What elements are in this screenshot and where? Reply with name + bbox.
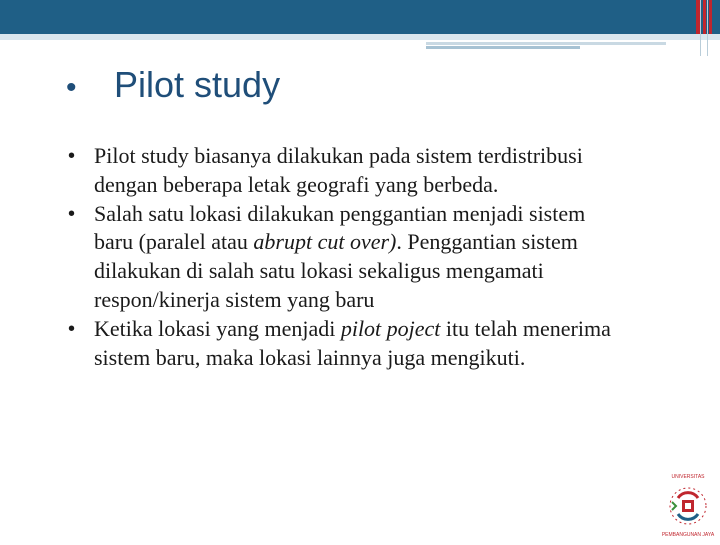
title-text: Pilot study [114,64,281,105]
logo-red-arc [678,493,698,498]
header-red-stripe [703,0,706,34]
bullet-text-segment: Pilot study biasanya dilakukan pada sistem terdistribusi dengan beberapa letak geografi yang berbeda. [94,143,583,197]
bullet-text-segment: Salah satu lokasi dilakukan penggantian menjadi sistem baru (paralel atau [94,200,586,255]
bullet-text-italic: abrupt cut over) [253,229,397,255]
bullet-text [94,200,628,315]
svg-text:UNIVERSITAS: UNIVERSITAS [671,474,705,480]
bullet-item [68,200,628,315]
bullet-mark: • [68,317,76,340]
header-underline [0,34,720,40]
header-accent-line [426,46,580,49]
header-divider [700,0,701,56]
university-logo [648,462,720,540]
bullet-mark: • [68,145,76,167]
bullet-item [68,315,628,373]
bullet-text [94,315,628,373]
bullet-mark: • [68,202,76,225]
bullet-text-segment: Ketika lokasi yang menjadi [94,315,341,341]
logo-green-mark [672,502,676,510]
bullet-text-italic: pilot poject [340,315,441,341]
header-accent-line [426,42,666,45]
university-logo-icon [648,462,720,540]
bullet-list [68,142,628,372]
header-divider [707,0,708,56]
title-bullet: • [66,71,77,104]
bullet-text-segment: . Penggantian sistem dilakukan di salah satu lokasi sekaligus mengamati respon/kinerja sistem yang baru [94,229,578,312]
bullet-text [94,142,628,200]
header-bar [0,0,720,34]
slide-title [66,64,280,106]
header-red-stripe [709,0,712,34]
bullet-text-segment: itu telah menerima sistem baru, maka lokasi lainnya juga mengikuti. [94,315,611,370]
svg-text:PEMBANGUNAN JAYA: PEMBANGUNAN JAYA [661,532,715,538]
bullet-item [68,142,628,200]
logo-blue-arc [678,514,698,519]
